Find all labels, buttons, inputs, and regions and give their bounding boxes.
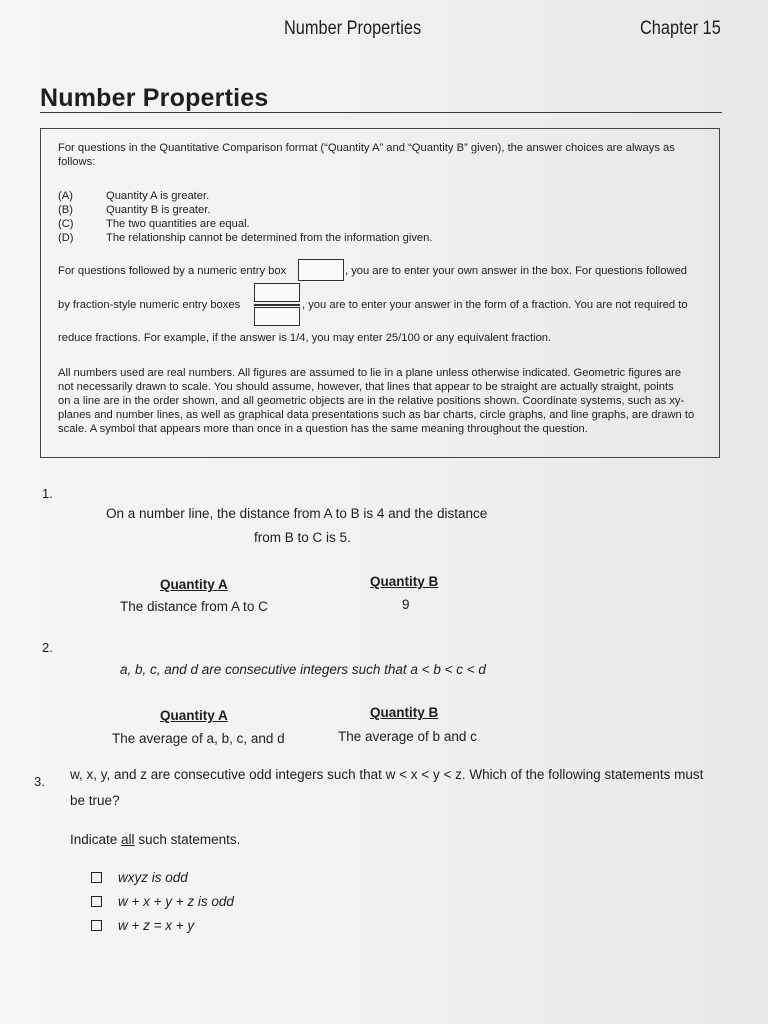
choice-text: The relationship cannot be determined from the information given. xyxy=(106,232,433,244)
question-2-number: 2. xyxy=(42,640,53,655)
choice-text: Quantity A is greater. xyxy=(106,190,210,202)
question-2-stem: a, b, c, and d are consecutive integers such that a < b < c < d xyxy=(120,662,486,677)
fraction-bar xyxy=(254,304,300,306)
numeric-entry-text-before: For questions followed by a numeric entry box xyxy=(58,265,287,277)
question-1-quantity-a-label: Quantity A xyxy=(160,577,228,592)
instructions-intro: For questions in the Quantitative Comparison format (“Quantity A” and “Quantity B” given), the answer choices are always as follows: xyxy=(58,142,675,168)
general-line: planes and number lines, as well as graphical data presentations such as bar charts, circle graphs, and line graphs, are drawn to xyxy=(58,409,695,421)
choice-text: Quantity B is greater. xyxy=(106,204,211,216)
question-1-stem-line1: On a number line, the distance from A to B is 4 and the distance xyxy=(106,506,488,521)
choice-letter: (C) xyxy=(58,218,74,230)
question-3-instruction xyxy=(70,832,240,847)
choice-letter: (A) xyxy=(58,190,73,202)
numeric-entry-box-example xyxy=(298,259,344,281)
question-1-quantity-b: 9 xyxy=(402,597,410,612)
option-checkbox[interactable] xyxy=(91,896,102,907)
section-title: Number Properties xyxy=(40,84,269,112)
option-label: w + z = x + y xyxy=(118,918,195,933)
fraction-numerator-box-example xyxy=(254,283,300,302)
question-1-quantity-a: The distance from A to C xyxy=(120,599,268,614)
general-line: on a line are in the order shown, and all geometric objects are in the relative positions shown. Coordinate systems, such as xy- xyxy=(58,395,685,407)
question-1-number: 1. xyxy=(42,486,53,501)
general-line: All numbers used are real numbers. All figures are assumed to lie in a plane unless otherwise indicated. Geometric figures are xyxy=(58,367,682,379)
fraction-entry-text-before: by fraction-style numeric entry boxes xyxy=(58,299,241,311)
fraction-note: reduce fractions. For example, if the answer is 1/4, you may enter 25/100 or any equivalent fraction. xyxy=(58,332,552,344)
choice-letter: (D) xyxy=(58,232,74,244)
choice-letter: (B) xyxy=(58,204,73,216)
general-line: scale. A symbol that appears more than once in a question has the same meaning throughout the question. xyxy=(58,423,588,435)
numeric-entry-text-after: , you are to enter your own answer in the box. For questions followed xyxy=(345,265,688,277)
chapter-label: Chapter 15 xyxy=(640,18,721,39)
option-checkbox[interactable] xyxy=(91,872,102,883)
fraction-entry-text-after: , you are to enter your answer in the form of a fraction. You are not required to xyxy=(302,299,688,311)
question-1-quantity-b-label: Quantity B xyxy=(370,574,439,589)
general-line: not necessarily drawn to scale. You should assume, however, that lines that appear to be straight are actually straight, points xyxy=(58,381,674,393)
option-checkbox[interactable] xyxy=(91,920,102,931)
question-2-quantity-a: The average of a, b, c, and d xyxy=(112,731,285,746)
question-2-quantity-b: The average of b and c xyxy=(338,729,477,744)
question-3-stem-line1: w, x, y, and z are consecutive odd integers such that w < x < y < z. Which of the following statements must xyxy=(70,767,704,782)
question-2-quantity-a-label: Quantity A xyxy=(160,708,228,723)
option-label: w + x + y + z is odd xyxy=(118,894,234,909)
question-3-stem-line2: be true? xyxy=(70,793,120,808)
indicate-all: all xyxy=(121,832,135,847)
question-1-stem-line2: from B to C is 5. xyxy=(254,530,351,545)
indicate-suffix: such statements. xyxy=(134,832,241,847)
question-2-quantity-b-label: Quantity B xyxy=(370,705,439,720)
indicate-prefix: Indicate xyxy=(70,832,122,847)
running-header-title: Number Properties xyxy=(284,18,422,39)
title-rule xyxy=(40,112,722,113)
fraction-denominator-box-example xyxy=(254,307,300,326)
choice-text: The two quantities are equal. xyxy=(106,218,250,230)
question-3-number: 3. xyxy=(34,774,45,789)
option-label: wxyz is odd xyxy=(118,870,188,885)
